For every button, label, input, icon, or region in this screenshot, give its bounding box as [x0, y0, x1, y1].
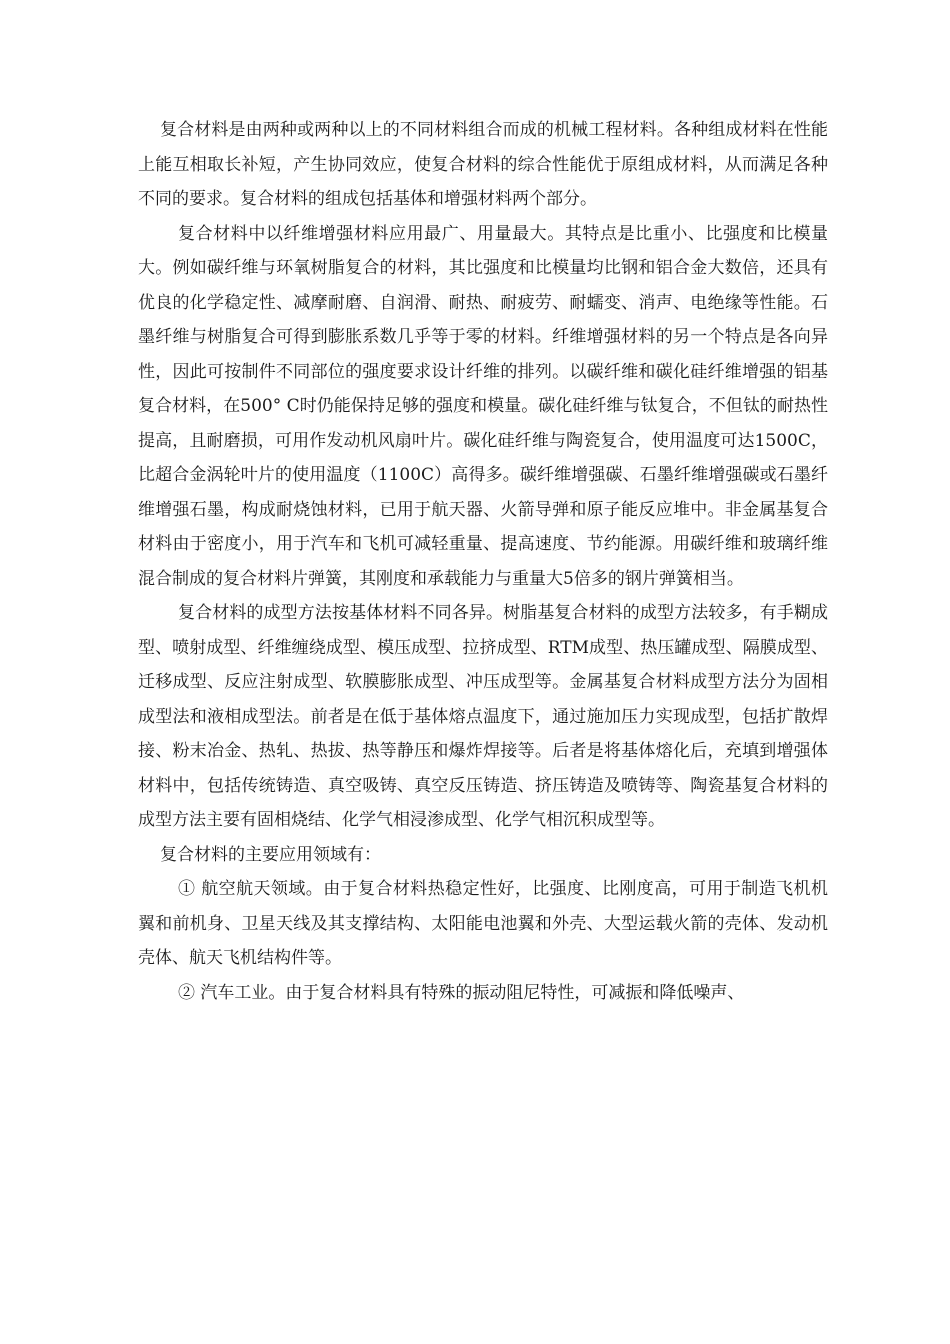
list-item-aerospace: ① 航空航天领域。由于复合材料热稳定性好，比强度、比刚度高，可用于制造飞机机翼和前机身、卫星天线及其支撑结构、太阳能电池翼和外壳、大型运载火箭的壳体、发动机壳体、航天飞机结构件等。: [138, 879, 828, 968]
paragraph-application-intro: 复合材料的主要应用领域有：: [160, 844, 381, 865]
paragraph-fiber-reinforced: 复合材料中以纤维增强材料应用最广、用量最大。其特点是比重小、比强度和比模量大。例如碳纤维与环氧树脂复合的材料，其比强度和比模量均比钢和铝合金大数倍，还具有优良的化学稳定性、减摩耐磨、自润滑、耐热、耐疲劳、耐蠕变、消声、电绝缘等性能。石墨纤维与树脂复合可得到膨胀系数几乎等于零的材料。纤维增强材料的另一个特点是各向异性，因此可按制件不同部位的强度要求设计纤维的排列。以碳纤维和碳化硅纤维增强的铝基复合材料，在500° C时仍能保持足够的强度和模量。碳化硅纤维与钛复合，不但钛的耐热性提高，且耐磨损，可用作发动机风扇叶片。碳化硅纤维与陶瓷复合，使用温度可达1500C，比超合金涡轮叶片的使用温度（1100C）高得多。碳纤维增强碳、石墨纤维增强碳或石墨纤维增强石墨，构成耐烧蚀材料，已用于航天器、火箭导弹和原子能反应堆中。非金属基复合材料由于密度小，用于汽车和飞机可减轻重量、提高速度、节约能源。用碳纤维和玻璃纤维混合制成的复合材料片弹簧，其刚度和承载能力与重量大5倍多的钢片弹簧相当。: [138, 223, 828, 589]
document-body: [138, 113, 828, 1010]
paragraph-molding-methods: 复合材料的成型方法按基体材料不同各异。树脂基复合材料的成型方法较多，有手糊成型、喷射成型、纤维缠绕成型、模压成型、拉挤成型、RTM成型、热压罐成型、隔膜成型、迁移成型、反应注射成型、软膜膨胀成型、冲压成型等。金属基复合材料成型方法分为固相成型法和液相成型法。前者是在低于基体熔点温度下，通过施加压力实现成型，包括扩散焊接、粉末冶金、热轧、热拔、热等静压和爆炸焊接等。后者是将基体熔化后，充填到增强体材料中，包括传统铸造、真空吸铸、真空反压铸造、挤压铸造及喷铸等、陶瓷基复合材料的成型方法主要有固相烧结、化学气相浸渗成型、化学气相沉积成型等。: [138, 603, 828, 830]
paragraph-definition: 复合材料是由两种或两种以上的不同材料组合而成的机械工程材料。各种组成材料在性能上能互相取长补短，产生协同效应，使复合材料的综合性能优于原组成材料，从而满足各种不同的要求。复合材料的组成包括基体和增强材料两个部分。: [138, 120, 828, 209]
list-item-automotive: ② 汽车工业。由于复合材料具有特殊的振动阻尼特性，可减振和降低噪声、: [178, 982, 745, 1003]
